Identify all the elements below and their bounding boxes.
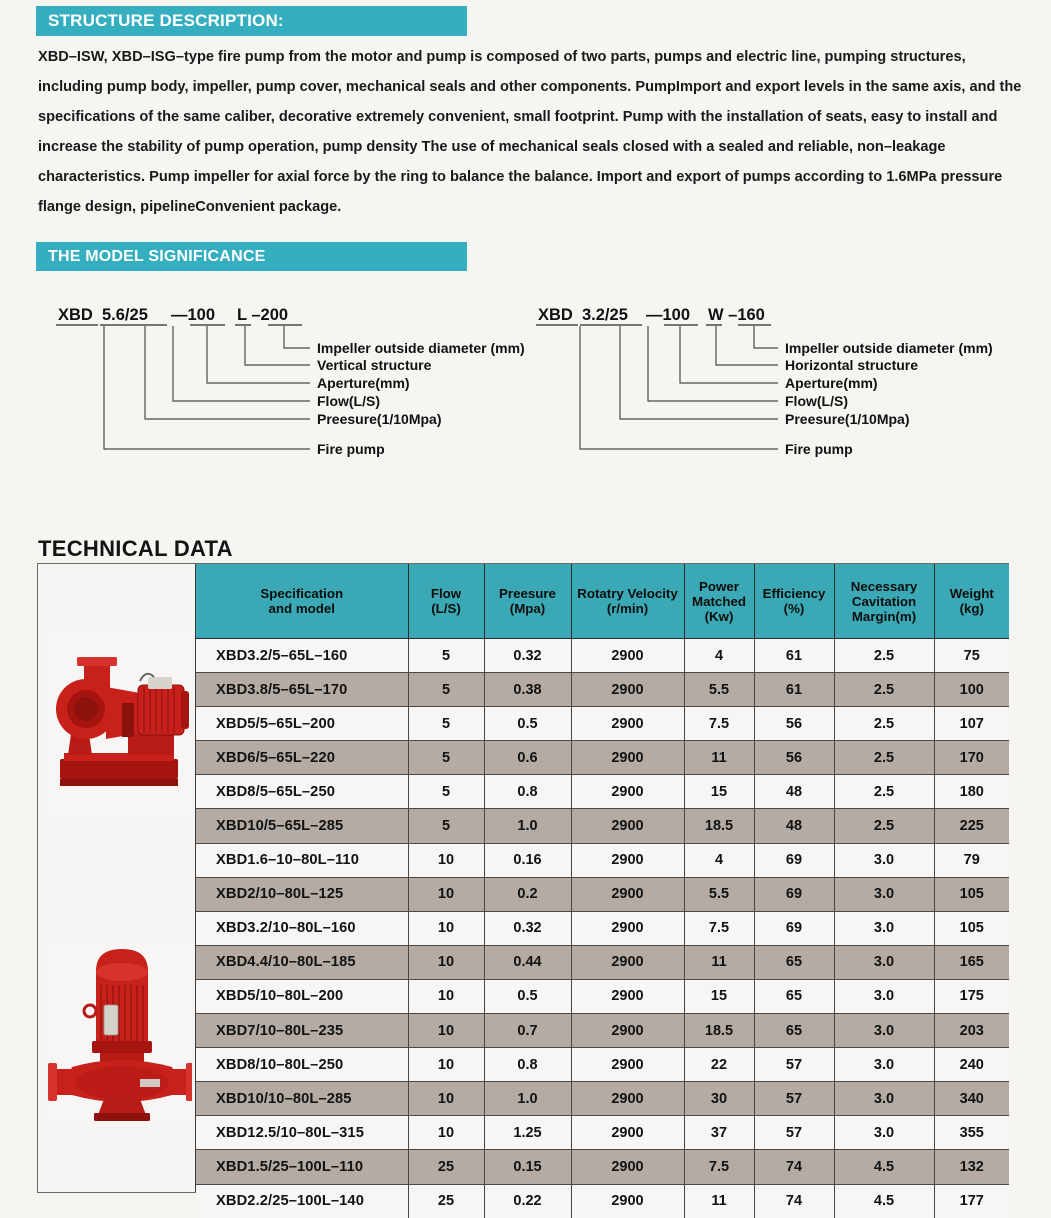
model-label-fire-pump: Fire pump	[785, 441, 853, 457]
table-row	[196, 707, 1009, 741]
cell-cavitation-margin: 3.0	[834, 979, 934, 1013]
structure-description-banner	[36, 6, 467, 36]
cell-rotary-velocity: 2900	[571, 809, 684, 843]
technical-data-column	[196, 564, 1009, 1210]
cell-weight: 175	[934, 979, 1009, 1013]
cell-power-matched: 37	[684, 1116, 754, 1150]
cell-rotary-velocity: 2900	[571, 1150, 684, 1184]
header-line-1: Specification	[260, 586, 344, 601]
cell-efficiency: 61	[754, 639, 834, 673]
cell-cavitation-margin: 2.5	[834, 639, 934, 673]
model-code-pressure-flow: 3.2/25	[582, 306, 628, 324]
cell-efficiency: 74	[754, 1184, 834, 1218]
cell-weight: 177	[934, 1184, 1009, 1218]
cell-power-matched: 5.5	[684, 877, 754, 911]
header-line-2: (%)	[783, 601, 805, 616]
cell-cavitation-margin: 3.0	[834, 1014, 934, 1048]
table-row	[196, 1014, 1009, 1048]
cell-rotary-velocity: 2900	[571, 707, 684, 741]
table-header	[196, 564, 1009, 639]
column-header-efficiency	[754, 564, 834, 639]
model-label-impeller-diameter: Impeller outside diameter (mm)	[785, 340, 993, 356]
header-line-3: Margin(m)	[851, 608, 917, 624]
model-significance-diagram-vertical	[40, 296, 545, 511]
cell-flow: 10	[408, 843, 484, 877]
table-row	[196, 1116, 1009, 1150]
cell-flow: 5	[408, 775, 484, 809]
cell-flow: 5	[408, 673, 484, 707]
cell-rotary-velocity: 2900	[571, 1184, 684, 1218]
header-line-2: (Mpa)	[509, 601, 546, 616]
cell-weight: 170	[934, 741, 1009, 775]
cell-cavitation-margin: 3.0	[834, 945, 934, 979]
model-significance-diagram-horizontal	[520, 296, 1025, 511]
cell-specification: XBD3.2/5–65L–160	[196, 639, 408, 673]
table-row	[196, 911, 1009, 945]
cell-efficiency: 65	[754, 1014, 834, 1048]
cell-specification: XBD6/5–65L–220	[196, 741, 408, 775]
cell-pressure: 0.5	[484, 707, 571, 741]
header-line-2: (r/min)	[606, 601, 649, 616]
cell-weight: 75	[934, 639, 1009, 673]
column-header-specification	[196, 564, 408, 639]
model-label-flow: Flow(L/S)	[317, 393, 380, 409]
cell-specification: XBD7/10–80L–235	[196, 1014, 408, 1048]
model-significance-banner	[36, 242, 467, 271]
cell-specification: XBD10/5–65L–285	[196, 809, 408, 843]
cell-pressure: 0.5	[484, 979, 571, 1013]
column-header-pressure	[484, 564, 571, 639]
cell-power-matched: 11	[684, 741, 754, 775]
table-row	[196, 1150, 1009, 1184]
header-line-1: Necessary	[850, 578, 918, 594]
cell-specification: XBD3.2/10–80L–160	[196, 911, 408, 945]
cell-power-matched: 7.5	[684, 1150, 754, 1184]
structure-description-title: STRUCTURE DESCRIPTION:	[48, 11, 284, 30]
cell-cavitation-margin: 3.0	[834, 1082, 934, 1116]
cell-specification: XBD2/10–80L–125	[196, 877, 408, 911]
table-row	[196, 979, 1009, 1013]
cell-weight: 100	[934, 673, 1009, 707]
cell-cavitation-margin: 4.5	[834, 1184, 934, 1218]
cell-power-matched: 15	[684, 979, 754, 1013]
cell-pressure: 0.8	[484, 775, 571, 809]
model-significance-title: THE MODEL SIGNIFICANCE	[48, 247, 266, 265]
cell-specification: XBD12.5/10–80L–315	[196, 1116, 408, 1150]
table-row	[196, 945, 1009, 979]
vertical-inline-fire-pump-image	[42, 937, 192, 1127]
cell-rotary-velocity: 2900	[571, 945, 684, 979]
header-line-2: Cavitation	[851, 593, 917, 609]
cell-efficiency: 74	[754, 1150, 834, 1184]
cell-weight: 105	[934, 911, 1009, 945]
header-line-1: Efficiency	[762, 586, 826, 601]
header-line-1: Weight	[949, 586, 994, 601]
technical-data-table-container	[37, 563, 1009, 1210]
cell-pressure: 1.25	[484, 1116, 571, 1150]
model-code-structure-impeller: L –200	[237, 306, 289, 324]
cell-power-matched: 4	[684, 843, 754, 877]
cell-pressure: 0.8	[484, 1048, 571, 1082]
cell-power-matched: 22	[684, 1048, 754, 1082]
cell-efficiency: 57	[754, 1082, 834, 1116]
cell-efficiency: 65	[754, 945, 834, 979]
cell-cavitation-margin: 3.0	[834, 843, 934, 877]
model-label-flow: Flow(L/S)	[785, 393, 848, 409]
table-row	[196, 639, 1009, 673]
cell-pressure: 1.0	[484, 1082, 571, 1116]
cell-power-matched: 30	[684, 1082, 754, 1116]
table-row	[196, 775, 1009, 809]
table-row	[196, 877, 1009, 911]
cell-flow: 5	[408, 639, 484, 673]
model-label-impeller-diameter: Impeller outside diameter (mm)	[317, 340, 525, 356]
cell-efficiency: 48	[754, 775, 834, 809]
header-line-1: Rotatry Velocity	[577, 586, 678, 601]
header-line-1: Power	[699, 578, 739, 594]
table-header-row	[196, 564, 1009, 639]
table-row	[196, 809, 1009, 843]
cell-cavitation-margin: 2.5	[834, 673, 934, 707]
cell-power-matched: 15	[684, 775, 754, 809]
cell-flow: 25	[408, 1184, 484, 1218]
cell-flow: 10	[408, 877, 484, 911]
cell-flow: 10	[408, 945, 484, 979]
cell-specification: XBD4.4/10–80L–185	[196, 945, 408, 979]
cell-flow: 5	[408, 707, 484, 741]
table-row	[196, 843, 1009, 877]
cell-specification: XBD8/10–80L–250	[196, 1048, 408, 1082]
header-line-2: and model	[268, 601, 335, 616]
technical-data-table	[196, 564, 1009, 1218]
header-line-2: Matched	[692, 593, 746, 609]
cell-cavitation-margin: 3.0	[834, 1048, 934, 1082]
cell-cavitation-margin: 2.5	[834, 775, 934, 809]
header-line-2: (kg)	[959, 601, 984, 616]
cell-flow: 10	[408, 979, 484, 1013]
cell-cavitation-margin: 2.5	[834, 707, 934, 741]
cell-flow: 10	[408, 1116, 484, 1150]
cell-weight: 165	[934, 945, 1009, 979]
cell-efficiency: 56	[754, 741, 834, 775]
cell-specification: XBD10/10–80L–285	[196, 1082, 408, 1116]
cell-pressure: 0.44	[484, 945, 571, 979]
cell-flow: 10	[408, 1014, 484, 1048]
table-row	[196, 741, 1009, 775]
cell-efficiency: 57	[754, 1048, 834, 1082]
cell-efficiency: 48	[754, 809, 834, 843]
model-code-prefix: XBD	[58, 306, 93, 324]
cell-pressure: 0.2	[484, 877, 571, 911]
column-header-flow	[408, 564, 484, 639]
technical-data-title: TECHNICAL DATA	[38, 536, 233, 561]
table-body	[196, 639, 1009, 1218]
cell-rotary-velocity: 2900	[571, 1116, 684, 1150]
cell-flow: 25	[408, 1150, 484, 1184]
cell-specification: XBD5/5–65L–200	[196, 707, 408, 741]
cell-rotary-velocity: 2900	[571, 1082, 684, 1116]
cell-rotary-velocity: 2900	[571, 673, 684, 707]
table-row	[196, 1082, 1009, 1116]
cell-efficiency: 61	[754, 673, 834, 707]
model-code-prefix: XBD	[538, 306, 573, 324]
cell-specification: XBD1.6–10–80L–110	[196, 843, 408, 877]
cell-power-matched: 11	[684, 1184, 754, 1218]
cell-specification: XBD3.8/5–65L–170	[196, 673, 408, 707]
cell-power-matched: 11	[684, 945, 754, 979]
model-label-structure: Horizontal structure	[785, 357, 919, 373]
cell-rotary-velocity: 2900	[571, 775, 684, 809]
cell-pressure: 0.7	[484, 1014, 571, 1048]
cell-rotary-velocity: 2900	[571, 639, 684, 673]
cell-specification: XBD8/5–65L–250	[196, 775, 408, 809]
model-code-structure-impeller: W –160	[708, 306, 765, 324]
table-row	[196, 673, 1009, 707]
cell-efficiency: 69	[754, 877, 834, 911]
cell-pressure: 0.6	[484, 741, 571, 775]
cell-efficiency: 69	[754, 911, 834, 945]
model-label-pressure: Preesure(1/10Mpa)	[785, 411, 910, 427]
cell-flow: 10	[408, 911, 484, 945]
structure-description-text: XBD–ISW, XBD–ISG–type fire pump from the motor and pump is composed of two parts, pumps and electric line, pumping structures, including pump body, impeller, pump cover, mechanical seals and other components. PumpImport and export levels in the same axis, and the specifications of the same caliber, decorative extremely convenient, small footprint. Pump with the installation of seats, easy to install and increase the stability of pump operation, pump density The use of mechanical seals closed with a sealed and reliable, non–leakage characteristics. Pump impeller for axial force by the ring to balance the balance. Import and export of pumps according to 1.6MPa pressure flange design, pipelineConvenient package.	[38, 49, 1022, 215]
cell-cavitation-margin: 4.5	[834, 1150, 934, 1184]
column-header-rotary-velocity	[571, 564, 684, 639]
cell-weight: 180	[934, 775, 1009, 809]
cell-cavitation-margin: 3.0	[834, 1116, 934, 1150]
column-header-cavitation-margin	[834, 564, 934, 639]
cell-rotary-velocity: 2900	[571, 911, 684, 945]
cell-weight: 225	[934, 809, 1009, 843]
table-row	[196, 1048, 1009, 1082]
cell-specification: XBD2.2/25–100L–140	[196, 1184, 408, 1218]
model-code-aperture: —100	[646, 306, 691, 324]
cell-power-matched: 7.5	[684, 911, 754, 945]
cell-weight: 240	[934, 1048, 1009, 1082]
cell-power-matched: 4	[684, 639, 754, 673]
cell-pressure: 0.32	[484, 639, 571, 673]
product-image-column	[38, 564, 196, 1192]
model-label-aperture: Aperture(mm)	[785, 375, 878, 391]
cell-rotary-velocity: 2900	[571, 877, 684, 911]
horizontal-fire-pump-image	[42, 629, 192, 819]
cell-rotary-velocity: 2900	[571, 979, 684, 1013]
cell-pressure: 0.22	[484, 1184, 571, 1218]
cell-weight: 203	[934, 1014, 1009, 1048]
cell-power-matched: 7.5	[684, 707, 754, 741]
cell-power-matched: 5.5	[684, 673, 754, 707]
cell-rotary-velocity: 2900	[571, 1048, 684, 1082]
cell-weight: 79	[934, 843, 1009, 877]
cell-weight: 107	[934, 707, 1009, 741]
cell-flow: 10	[408, 1082, 484, 1116]
cell-efficiency: 69	[754, 843, 834, 877]
header-line-1: Preesure	[499, 586, 556, 601]
column-header-power-matched	[684, 564, 754, 639]
cell-cavitation-margin: 2.5	[834, 809, 934, 843]
header-line-3: (Kw)	[704, 608, 734, 624]
cell-efficiency: 57	[754, 1116, 834, 1150]
model-code-pressure-flow: 5.6/25	[102, 306, 148, 324]
cell-rotary-velocity: 2900	[571, 1014, 684, 1048]
model-label-structure: Vertical structure	[317, 357, 432, 373]
cell-flow: 10	[408, 1048, 484, 1082]
model-code-aperture: —100	[171, 306, 216, 324]
cell-pressure: 0.15	[484, 1150, 571, 1184]
cell-rotary-velocity: 2900	[571, 741, 684, 775]
cell-weight: 132	[934, 1150, 1009, 1184]
cell-cavitation-margin: 3.0	[834, 877, 934, 911]
cell-efficiency: 65	[754, 979, 834, 1013]
cell-rotary-velocity: 2900	[571, 843, 684, 877]
cell-pressure: 0.32	[484, 911, 571, 945]
model-label-fire-pump: Fire pump	[317, 441, 385, 457]
cell-power-matched: 18.5	[684, 1014, 754, 1048]
cell-flow: 5	[408, 809, 484, 843]
cell-weight: 355	[934, 1116, 1009, 1150]
cell-flow: 5	[408, 741, 484, 775]
table-row	[196, 1184, 1009, 1218]
cell-pressure: 0.16	[484, 843, 571, 877]
cell-cavitation-margin: 2.5	[834, 741, 934, 775]
model-label-pressure: Preesure(1/10Mpa)	[317, 411, 442, 427]
cell-pressure: 1.0	[484, 809, 571, 843]
cell-pressure: 0.38	[484, 673, 571, 707]
model-label-aperture: Aperture(mm)	[317, 375, 410, 391]
header-line-2: (L/S)	[431, 601, 461, 616]
column-header-weight	[934, 564, 1009, 639]
cell-weight: 105	[934, 877, 1009, 911]
cell-specification: XBD5/10–80L–200	[196, 979, 408, 1013]
cell-power-matched: 18.5	[684, 809, 754, 843]
cell-efficiency: 56	[754, 707, 834, 741]
cell-specification: XBD1.5/25–100L–110	[196, 1150, 408, 1184]
header-line-1: Flow	[430, 586, 462, 601]
cell-cavitation-margin: 3.0	[834, 911, 934, 945]
cell-weight: 340	[934, 1082, 1009, 1116]
